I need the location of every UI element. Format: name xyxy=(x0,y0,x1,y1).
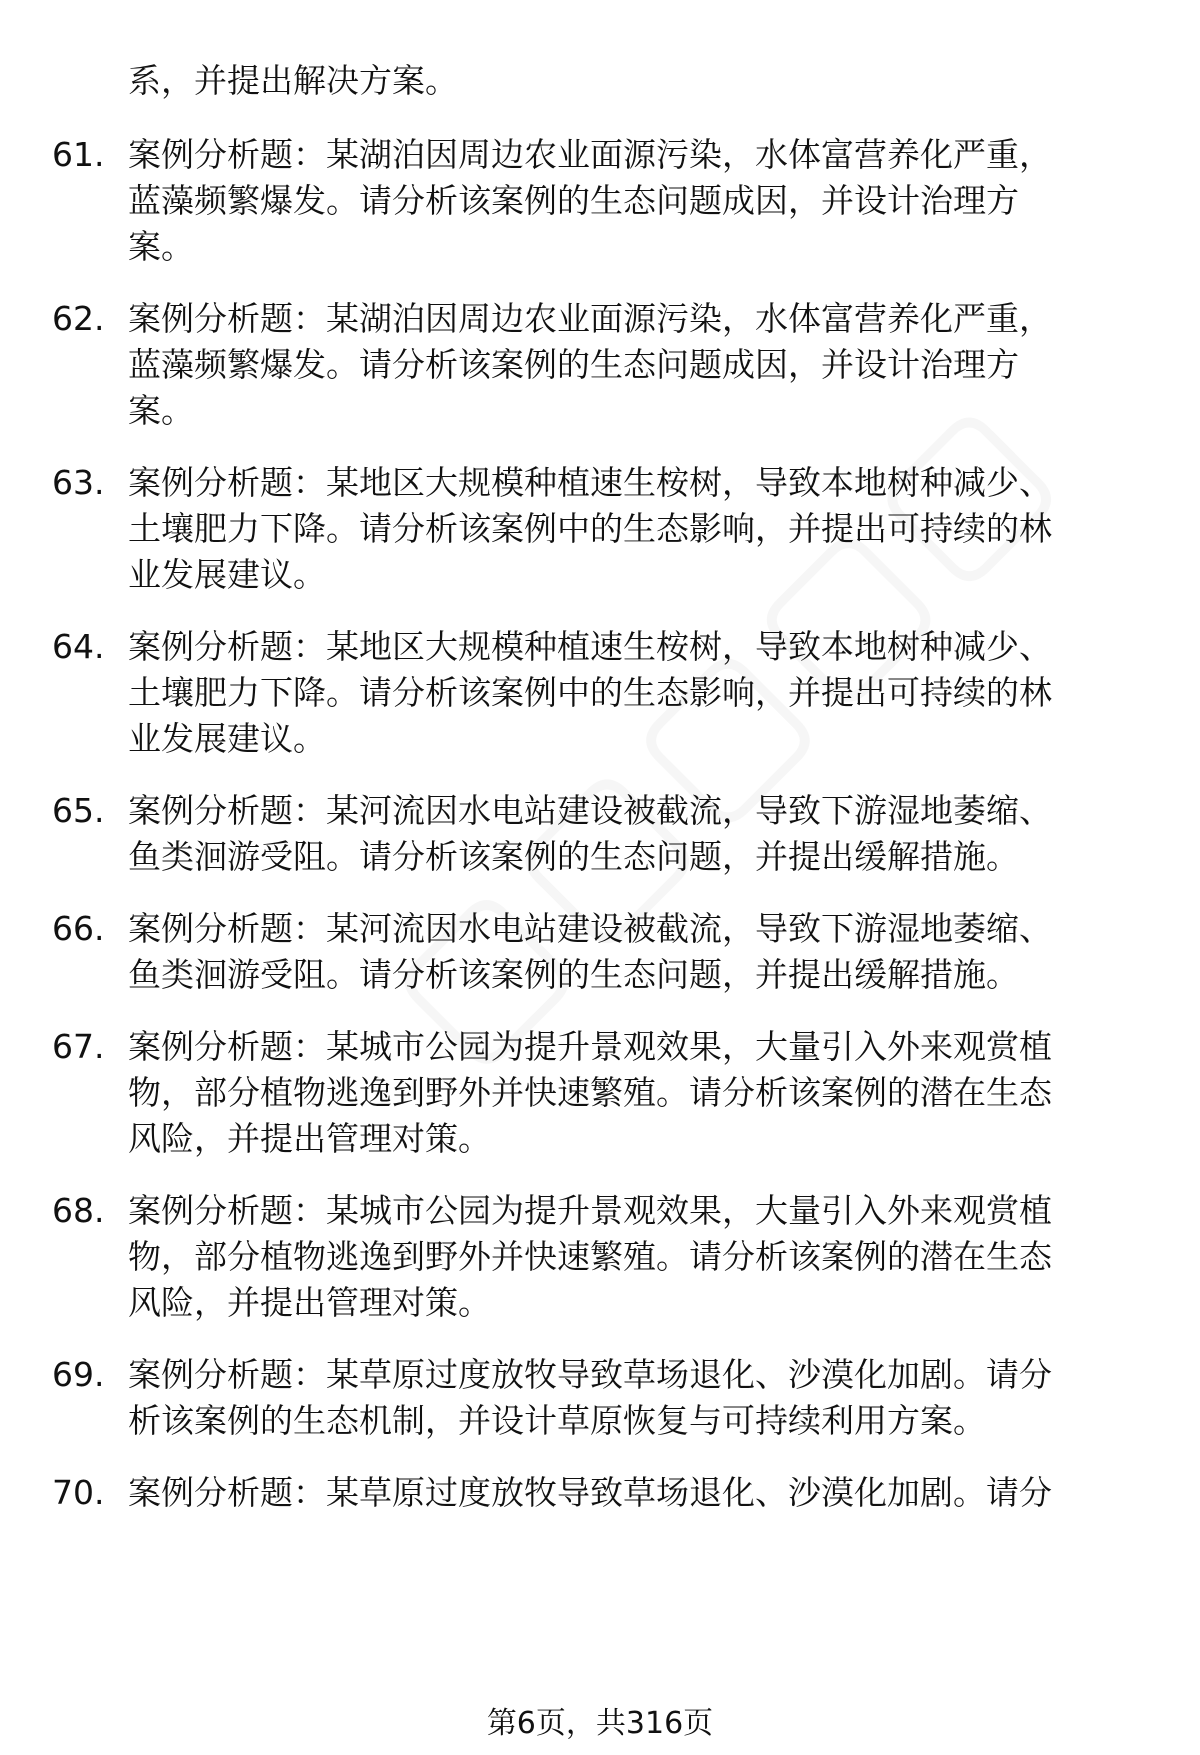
question-text-line: 鱼类洄游受阻。请分析该案例的生态问题，并提出缓解措施。 xyxy=(128,837,1019,876)
question-text-line: 土壤肥力下降。请分析该案例中的生态影响，并提出可持续的林 xyxy=(128,673,1052,712)
question-number: 62. xyxy=(52,299,105,338)
question-number: 69. xyxy=(52,1355,105,1394)
question-text-line: 蓝藻频繁爆发。请分析该案例的生态问题成因，并设计治理方 xyxy=(128,181,1019,220)
question-text-line: 案例分析题：某城市公园为提升景观效果，大量引入外来观赏植 xyxy=(128,1027,1052,1066)
question-text-line: 案例分析题：某地区大规模种植速生桉树，导致本地树种减少、 xyxy=(128,463,1052,502)
question-text xyxy=(128,1024,1148,1162)
question-text xyxy=(128,1352,1148,1444)
question-text-line: 案例分析题：某湖泊因周边农业面源污染，水体富营养化严重， xyxy=(128,135,1052,174)
lead-continuation-line: 系，并提出解决方案。 xyxy=(128,61,458,100)
question-number: 68. xyxy=(52,1191,105,1230)
question-text-line: 案例分析题：某湖泊因周边农业面源污染，水体富营养化严重， xyxy=(128,299,1052,338)
question-text-line: 鱼类洄游受阻。请分析该案例的生态问题，并提出缓解措施。 xyxy=(128,955,1019,994)
question-text-line: 案例分析题：某河流因水电站建设被截流，导致下游湿地萎缩、 xyxy=(128,909,1052,948)
question-text-line: 风险，并提出管理对策。 xyxy=(128,1283,491,1322)
page-footer: 第6页，共316页 xyxy=(486,1706,714,1741)
question-text-line: 物，部分植物逃逸到野外并快速繁殖。请分析该案例的潜在生态 xyxy=(128,1073,1052,1112)
question-number: 64. xyxy=(52,627,105,666)
question-text xyxy=(128,624,1148,762)
question-text-line: 业发展建议。 xyxy=(128,719,326,758)
question-text-line: 案。 xyxy=(128,227,194,266)
question-number: 63. xyxy=(52,463,105,502)
question-text xyxy=(128,788,1148,880)
question-text-line: 风险，并提出管理对策。 xyxy=(128,1119,491,1158)
question-text-line: 案例分析题：某地区大规模种植速生桉树，导致本地树种减少、 xyxy=(128,627,1052,666)
question-text-line: 案。 xyxy=(128,391,194,430)
question-text-line: 案例分析题：某草原过度放牧导致草场退化、沙漠化加剧。请分 xyxy=(128,1473,1052,1512)
question-number: 65. xyxy=(52,791,105,830)
question-text-line: 案例分析题：某河流因水电站建设被截流，导致下游湿地萎缩、 xyxy=(128,791,1052,830)
question-number: 67. xyxy=(52,1027,105,1066)
question-number: 61. xyxy=(52,135,105,174)
question-text-line: 物，部分植物逃逸到野外并快速繁殖。请分析该案例的潜在生态 xyxy=(128,1237,1052,1276)
question-text-line: 土壤肥力下降。请分析该案例中的生态影响，并提出可持续的林 xyxy=(128,509,1052,548)
question-text xyxy=(128,132,1148,270)
question-text-line: 案例分析题：某草原过度放牧导致草场退化、沙漠化加剧。请分 xyxy=(128,1355,1052,1394)
question-number: 66. xyxy=(52,909,105,948)
question-number: 70. xyxy=(52,1473,105,1512)
question-text xyxy=(128,906,1148,998)
question-text-line: 析该案例的生态机制，并设计草原恢复与可持续利用方案。 xyxy=(128,1401,986,1440)
question-text xyxy=(128,460,1148,598)
question-text xyxy=(128,1470,1148,1516)
question-text xyxy=(128,296,1148,434)
question-text-line: 业发展建议。 xyxy=(128,555,326,594)
question-text xyxy=(128,1188,1148,1326)
question-text-line: 蓝藻频繁爆发。请分析该案例的生态问题成因，并设计治理方 xyxy=(128,345,1019,384)
question-text-line: 案例分析题：某城市公园为提升景观效果，大量引入外来观赏植 xyxy=(128,1191,1052,1230)
